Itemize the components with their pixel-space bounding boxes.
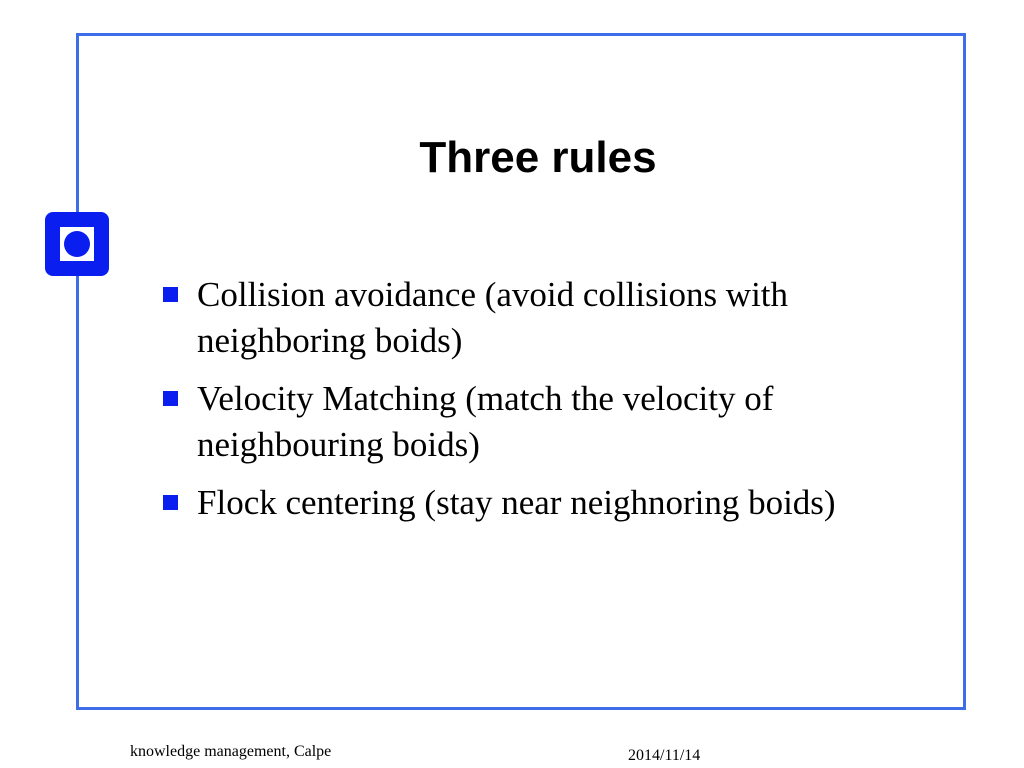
bullet-text: Velocity Matching (match the velocity of neighbouring boids) bbox=[197, 379, 774, 464]
square-bullet-icon bbox=[163, 495, 178, 510]
slide-title: Three rules bbox=[419, 133, 657, 182]
bullet-list bbox=[160, 272, 880, 538]
footer-date: 2014/11/14 bbox=[628, 747, 701, 764]
logo-icon bbox=[45, 212, 109, 276]
logo-inner-circle bbox=[64, 231, 90, 257]
bullet-text: Flock centering (stay near neighnoring boids) bbox=[197, 483, 836, 522]
footer-course-label: knowledge management, Calpe bbox=[130, 743, 332, 760]
square-bullet-icon bbox=[163, 287, 178, 302]
bullet-item bbox=[160, 376, 880, 468]
square-bullet-icon bbox=[163, 391, 178, 406]
bullet-item bbox=[160, 272, 880, 364]
bullet-item bbox=[160, 480, 880, 526]
bullet-text: Collision avoidance (avoid collisions with neighboring boids) bbox=[197, 275, 789, 360]
